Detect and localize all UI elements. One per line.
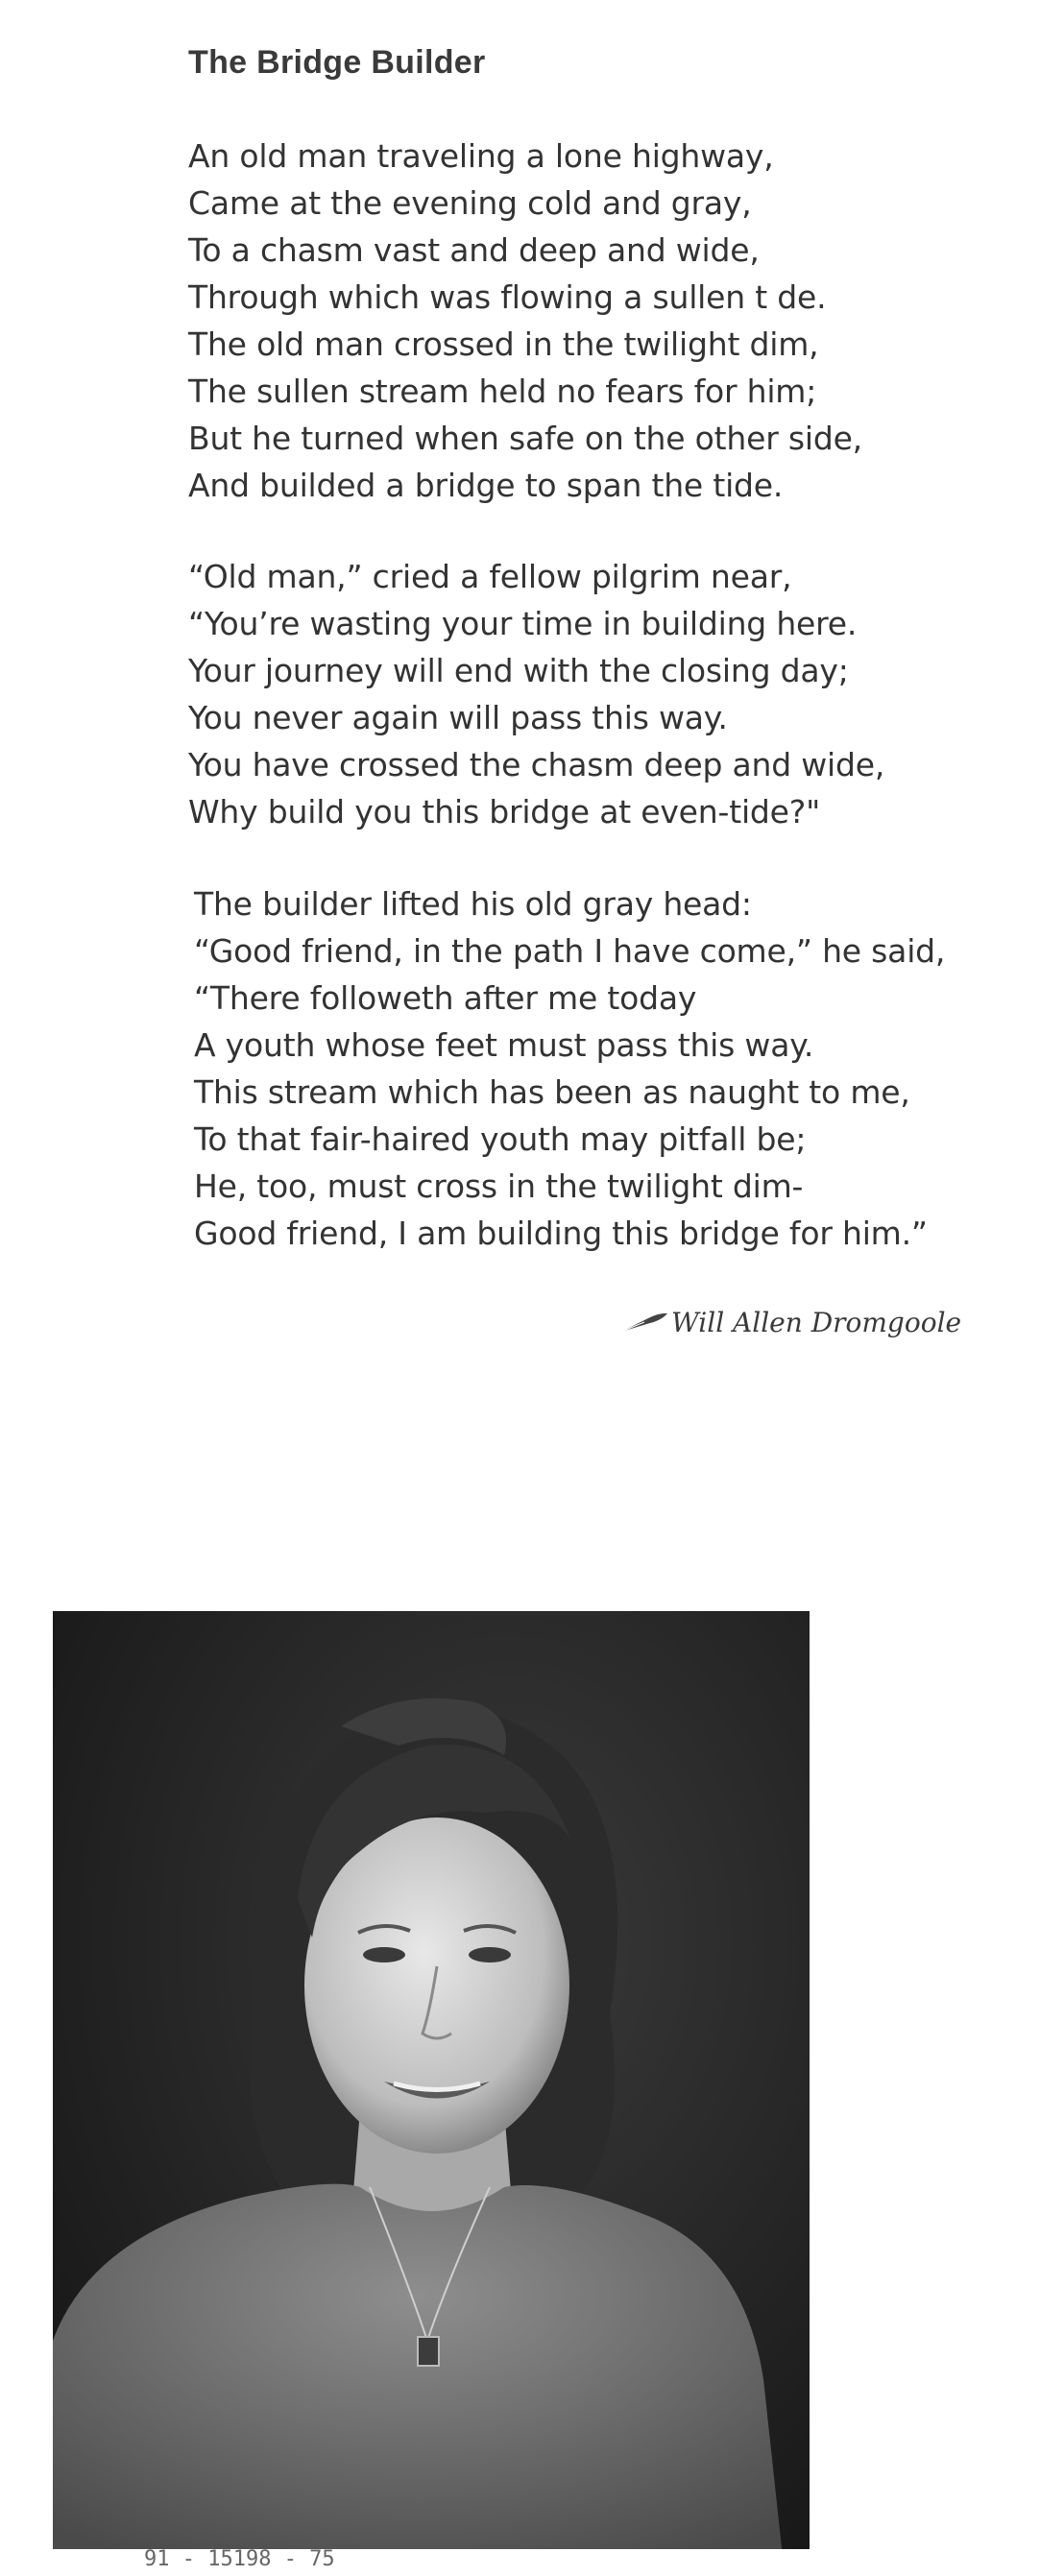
poem-line: Came at the evening cold and gray, [188, 184, 752, 222]
poem-line: An old man traveling a lone highway, [188, 137, 774, 175]
poem-line: “You’re wasting your time in building here. [188, 605, 858, 642]
poem-attribution [619, 1307, 961, 1338]
portrait-photo [53, 1611, 810, 2557]
poem-line: He, too, must cross in the twilight dim- [194, 1168, 804, 1205]
poem-line: The old man crossed in the twilight dim, [188, 325, 819, 363]
poem-stanza [188, 553, 1004, 835]
poem-line: And builded a bridge to span the tide. [188, 467, 784, 504]
quill-pen-icon [619, 1311, 669, 1334]
poem-line: You have crossed the chasm deep and wide, [188, 746, 885, 783]
poem-line: “Good friend, in the path I have come,” he said, [194, 932, 946, 970]
poem-line: Your journey will end with the closing day; [188, 652, 849, 689]
poem-line: A youth whose feet must pass this way. [194, 1026, 814, 1064]
poem-stanza [194, 880, 1010, 1257]
poem-line: Through which was flowing a sullen t de. [188, 278, 827, 316]
poem-line: But he turned when safe on the other side, [188, 420, 862, 457]
poem-stanza [188, 132, 1004, 509]
poem-line: To that fair-haired youth may pitfall be; [194, 1120, 807, 1158]
poem-line: This stream which has been as naught to me, [194, 1073, 910, 1111]
poem-line: Why build you this bridge at even-tide?" [188, 793, 821, 831]
poem-line: “There followeth after me today [194, 979, 697, 1017]
poem-line: Good friend, I am building this bridge for him.” [194, 1215, 928, 1252]
poem-line: You never again will pass this way. [188, 699, 728, 736]
poem-title: The Bridge Builder [188, 44, 486, 81]
poem-line: The sullen stream held no fears for him; [188, 373, 817, 410]
author-name: Will Allen Dromgoole [671, 1307, 962, 1338]
poem-line: To a chasm vast and deep and wide, [188, 231, 760, 269]
poem-line: “Old man,” cried a fellow pilgrim near, [188, 558, 792, 595]
photo-stamp: 91 - 15198 - 75 [144, 2547, 335, 2571]
poem-line: The builder lifted his old gray head: [194, 885, 752, 923]
